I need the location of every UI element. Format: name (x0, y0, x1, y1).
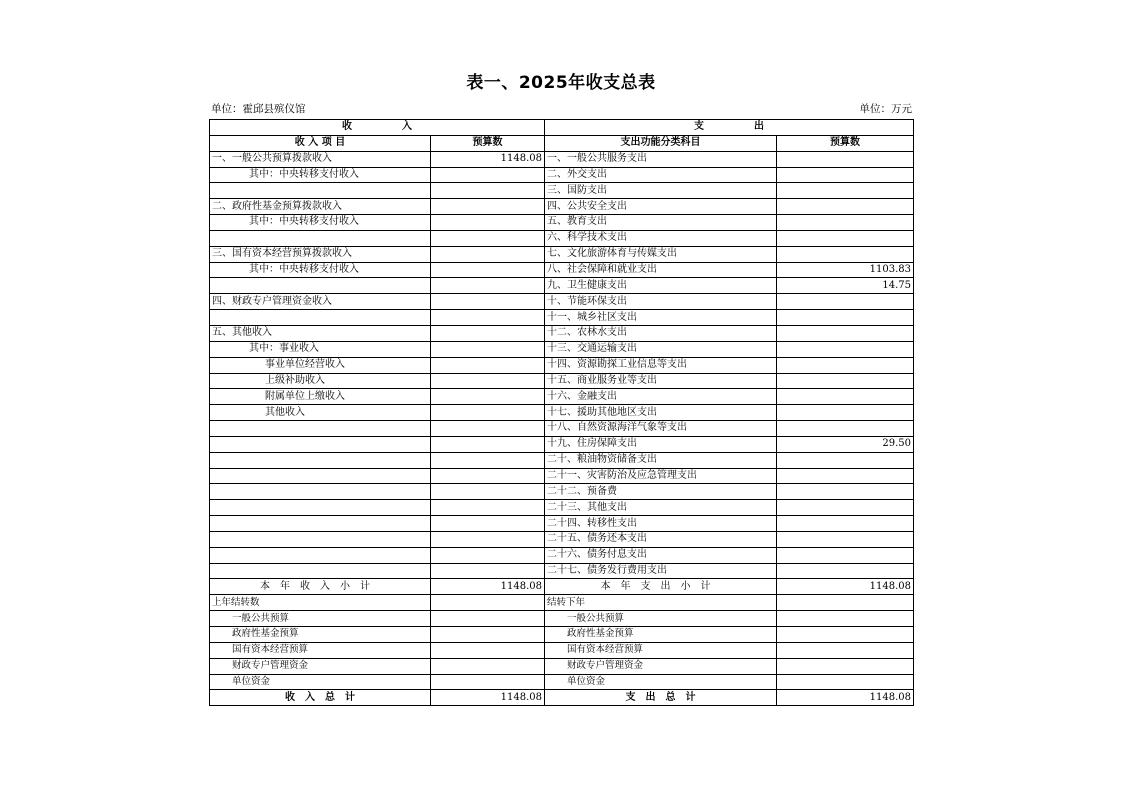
income-amount-cell (431, 341, 545, 357)
expense-amount-cell (777, 199, 914, 215)
carry-in-value (431, 611, 545, 627)
table-row (210, 531, 914, 547)
expense-amount-cell (777, 151, 914, 167)
expense-amount-cell (777, 452, 914, 468)
expense-section-header: 支 出 (545, 120, 914, 136)
income-amount-cell (431, 183, 545, 199)
income-item-cell: 其中：事业收入 (210, 341, 431, 357)
income-amount-cell (431, 531, 545, 547)
carry-in-item: 政府性基金预算 (210, 627, 431, 643)
expense-item-cell: 一、一般公共服务支出 (545, 151, 777, 167)
table-row (210, 484, 914, 500)
income-amount-cell (431, 373, 545, 389)
table-row (210, 230, 914, 246)
expense-amount-cell (777, 325, 914, 341)
income-item-cell: 其他收入 (210, 405, 431, 421)
table-row (210, 167, 914, 183)
expense-item-cell: 十二、农林水支出 (545, 325, 777, 341)
carry-row (210, 674, 914, 690)
expense-amount-cell (777, 373, 914, 389)
income-amount-cell (431, 262, 545, 278)
expense-amount-cell (777, 547, 914, 563)
expense-item-cell: 二十二、预备费 (545, 484, 777, 500)
expense-item-cell: 十一、城乡社区支出 (545, 310, 777, 326)
expense-item-cell: 三、国防支出 (545, 183, 777, 199)
income-item-cell (210, 436, 431, 452)
income-item-cell (210, 500, 431, 516)
expense-item-cell: 二十六、债务付息支出 (545, 547, 777, 563)
expense-item-cell: 二、外交支出 (545, 167, 777, 183)
carry-ex-value (777, 642, 914, 658)
expense-amount-cell (777, 421, 914, 437)
table-row (210, 246, 914, 262)
expense-amount-cell (777, 183, 914, 199)
expense-item-cell: 十三、交通运输支出 (545, 341, 777, 357)
table-row (210, 516, 914, 532)
carry-row (210, 642, 914, 658)
carry-in-value (431, 627, 545, 643)
table-row (210, 183, 914, 199)
income-item-cell (210, 310, 431, 326)
expense-amount-cell (777, 310, 914, 326)
income-amount-cell (431, 357, 545, 373)
budget-table (209, 119, 914, 706)
income-amount-cell (431, 310, 545, 326)
carry-ex-item: 财政专户管理资金 (545, 658, 777, 674)
carry-ex-value (777, 674, 914, 690)
carry-row (210, 627, 914, 643)
income-amount-cell (431, 325, 545, 341)
expense-item-cell: 二十一、灾害防治及应急管理支出 (545, 468, 777, 484)
carry-ex-item: 一般公共预算 (545, 611, 777, 627)
income-amount-cell (431, 167, 545, 183)
expense-amount-cell (777, 563, 914, 579)
income-amount-cell (431, 452, 545, 468)
income-subtotal-label: 本年收入小计 (210, 579, 431, 595)
income-amount-cell: 1148.08 (431, 151, 545, 167)
table-row (210, 500, 914, 516)
expense-amount-cell (777, 294, 914, 310)
expense-item-cell: 八、社会保障和就业支出 (545, 262, 777, 278)
table-row (210, 341, 914, 357)
expense-item-cell: 十五、商业服务业等支出 (545, 373, 777, 389)
carry-in-value (431, 658, 545, 674)
carry-ex-item: 单位资金 (545, 674, 777, 690)
carry-ex-title: 结转下年 (545, 595, 777, 611)
carry-in-item: 国有资本经营预算 (210, 642, 431, 658)
income-amount-cell (431, 246, 545, 262)
income-amount-cell (431, 500, 545, 516)
expense-amount-cell: 1103.83 (777, 262, 914, 278)
income-item-cell: 其中：中央转移支付收入 (210, 215, 431, 231)
expense-item-cell: 十九、住房保障支出 (545, 436, 777, 452)
expense-item-cell: 五、教育支出 (545, 215, 777, 231)
expense-item-cell: 四、公共安全支出 (545, 199, 777, 215)
carry-in-value (431, 642, 545, 658)
unit-label-right: 单位：万元 (859, 103, 912, 115)
income-amount-cell (431, 421, 545, 437)
income-amount-cell (431, 215, 545, 231)
carry-ex-value (777, 611, 914, 627)
income-item-cell (210, 230, 431, 246)
expense-item-cell: 二十五、债务还本支出 (545, 531, 777, 547)
income-amount-cell (431, 389, 545, 405)
income-amount-cell (431, 468, 545, 484)
column-header-row (210, 135, 914, 151)
expense-item-cell: 十八、自然资源海洋气象等支出 (545, 421, 777, 437)
carry-ex-item: 国有资本经营预算 (545, 642, 777, 658)
table-row (210, 563, 914, 579)
income-amount-header: 预算数 (431, 135, 545, 151)
table-row (210, 215, 914, 231)
expense-amount-cell (777, 230, 914, 246)
expense-item-cell: 九、卫生健康支出 (545, 278, 777, 294)
income-subtotal-value: 1148.08 (431, 579, 545, 595)
expense-subtotal-label: 本年支出小计 (545, 579, 777, 595)
table-header-row (210, 120, 914, 136)
expense-item-header: 支出功能分类科目 (545, 135, 777, 151)
income-section-header: 收 入 (210, 120, 545, 136)
carry-row (210, 611, 914, 627)
expense-item-cell: 七、文化旅游体育与传媒支出 (545, 246, 777, 262)
expense-amount-cell (777, 484, 914, 500)
income-total-label: 收 入 总 计 (210, 690, 431, 706)
table-row (210, 199, 914, 215)
income-item-cell (210, 183, 431, 199)
unit-label-left: 单位：霍邱县殡仪馆 (211, 103, 306, 115)
expense-item-cell: 十、节能环保支出 (545, 294, 777, 310)
table-row (210, 278, 914, 294)
income-item-cell (210, 421, 431, 437)
table-row (210, 373, 914, 389)
expense-item-cell: 十七、援助其他地区支出 (545, 405, 777, 421)
expense-amount-cell: 29.50 (777, 436, 914, 452)
expense-total-label: 支 出 总 计 (545, 690, 777, 706)
income-item-cell: 四、财政专户管理资金收入 (210, 294, 431, 310)
income-amount-cell (431, 547, 545, 563)
expense-amount-cell: 14.75 (777, 278, 914, 294)
table-row (210, 294, 914, 310)
table-row (210, 468, 914, 484)
expense-item-cell: 六、科学技术支出 (545, 230, 777, 246)
table-row (210, 405, 914, 421)
expense-amount-cell (777, 167, 914, 183)
income-amount-cell (431, 516, 545, 532)
expense-amount-cell (777, 215, 914, 231)
expense-amount-cell (777, 341, 914, 357)
income-item-cell: 其中：中央转移支付收入 (210, 262, 431, 278)
table-row (210, 325, 914, 341)
expense-amount-cell (777, 468, 914, 484)
expense-item-cell: 二十三、其他支出 (545, 500, 777, 516)
income-amount-cell (431, 484, 545, 500)
table-row (210, 421, 914, 437)
income-item-header: 收 入 项 目 (210, 135, 431, 151)
carry-in-item: 一般公共预算 (210, 611, 431, 627)
page-title: 表一、2025年收支总表 (466, 73, 656, 93)
carry-row (210, 658, 914, 674)
carry-ex-value (777, 658, 914, 674)
carry-in-title-value (431, 595, 545, 611)
income-amount-cell (431, 294, 545, 310)
income-item-cell (210, 563, 431, 579)
income-amount-cell (431, 199, 545, 215)
income-item-cell (210, 516, 431, 532)
income-amount-cell (431, 405, 545, 421)
carry-title-row (210, 595, 914, 611)
carry-ex-title-value (777, 595, 914, 611)
income-item-cell: 一、一般公共预算拨款收入 (210, 151, 431, 167)
total-row (210, 690, 914, 706)
table-row (210, 547, 914, 563)
expense-amount-cell (777, 389, 914, 405)
expense-subtotal-value: 1148.08 (777, 579, 914, 595)
expense-amount-cell (777, 246, 914, 262)
income-item-cell (210, 468, 431, 484)
income-item-cell (210, 452, 431, 468)
table-row (210, 151, 914, 167)
expense-item-cell: 十六、金融支出 (545, 389, 777, 405)
income-item-cell: 附属单位上缴收入 (210, 389, 431, 405)
income-amount-cell (431, 563, 545, 579)
expense-amount-cell (777, 531, 914, 547)
table-row (210, 262, 914, 278)
table-row (210, 436, 914, 452)
income-item-cell: 三、国有资本经营预算拨款收入 (210, 246, 431, 262)
expense-total-value: 1148.08 (777, 690, 914, 706)
carry-ex-item: 政府性基金预算 (545, 627, 777, 643)
income-amount-cell (431, 278, 545, 294)
expense-amount-cell (777, 405, 914, 421)
income-item-cell (210, 278, 431, 294)
expense-item-cell: 十四、资源勘探工业信息等支出 (545, 357, 777, 373)
expense-amount-cell (777, 500, 914, 516)
expense-item-cell: 二十四、转移性支出 (545, 516, 777, 532)
income-item-cell: 其中：中央转移支付收入 (210, 167, 431, 183)
income-total-value: 1148.08 (431, 690, 545, 706)
carry-in-title: 上年结转数 (210, 595, 431, 611)
table-row (210, 310, 914, 326)
income-amount-cell (431, 230, 545, 246)
carry-in-item: 财政专户管理资金 (210, 658, 431, 674)
table-row (210, 357, 914, 373)
subtotal-row (210, 579, 914, 595)
income-item-cell: 五、其他收入 (210, 325, 431, 341)
carry-in-value (431, 674, 545, 690)
table-row (210, 389, 914, 405)
carry-ex-value (777, 627, 914, 643)
expense-item-cell: 二十、粮油物资储备支出 (545, 452, 777, 468)
income-item-cell (210, 531, 431, 547)
expense-amount-cell (777, 357, 914, 373)
income-item-cell (210, 484, 431, 500)
table-row (210, 452, 914, 468)
income-item-cell (210, 547, 431, 563)
income-item-cell: 上级补助收入 (210, 373, 431, 389)
carry-in-item: 单位资金 (210, 674, 431, 690)
expense-amount-cell (777, 516, 914, 532)
income-item-cell: 二、政府性基金预算拨款收入 (210, 199, 431, 215)
expense-amount-header: 预算数 (777, 135, 914, 151)
income-item-cell: 事业单位经营收入 (210, 357, 431, 373)
expense-item-cell: 二十七、债务发行费用支出 (545, 563, 777, 579)
income-amount-cell (431, 436, 545, 452)
